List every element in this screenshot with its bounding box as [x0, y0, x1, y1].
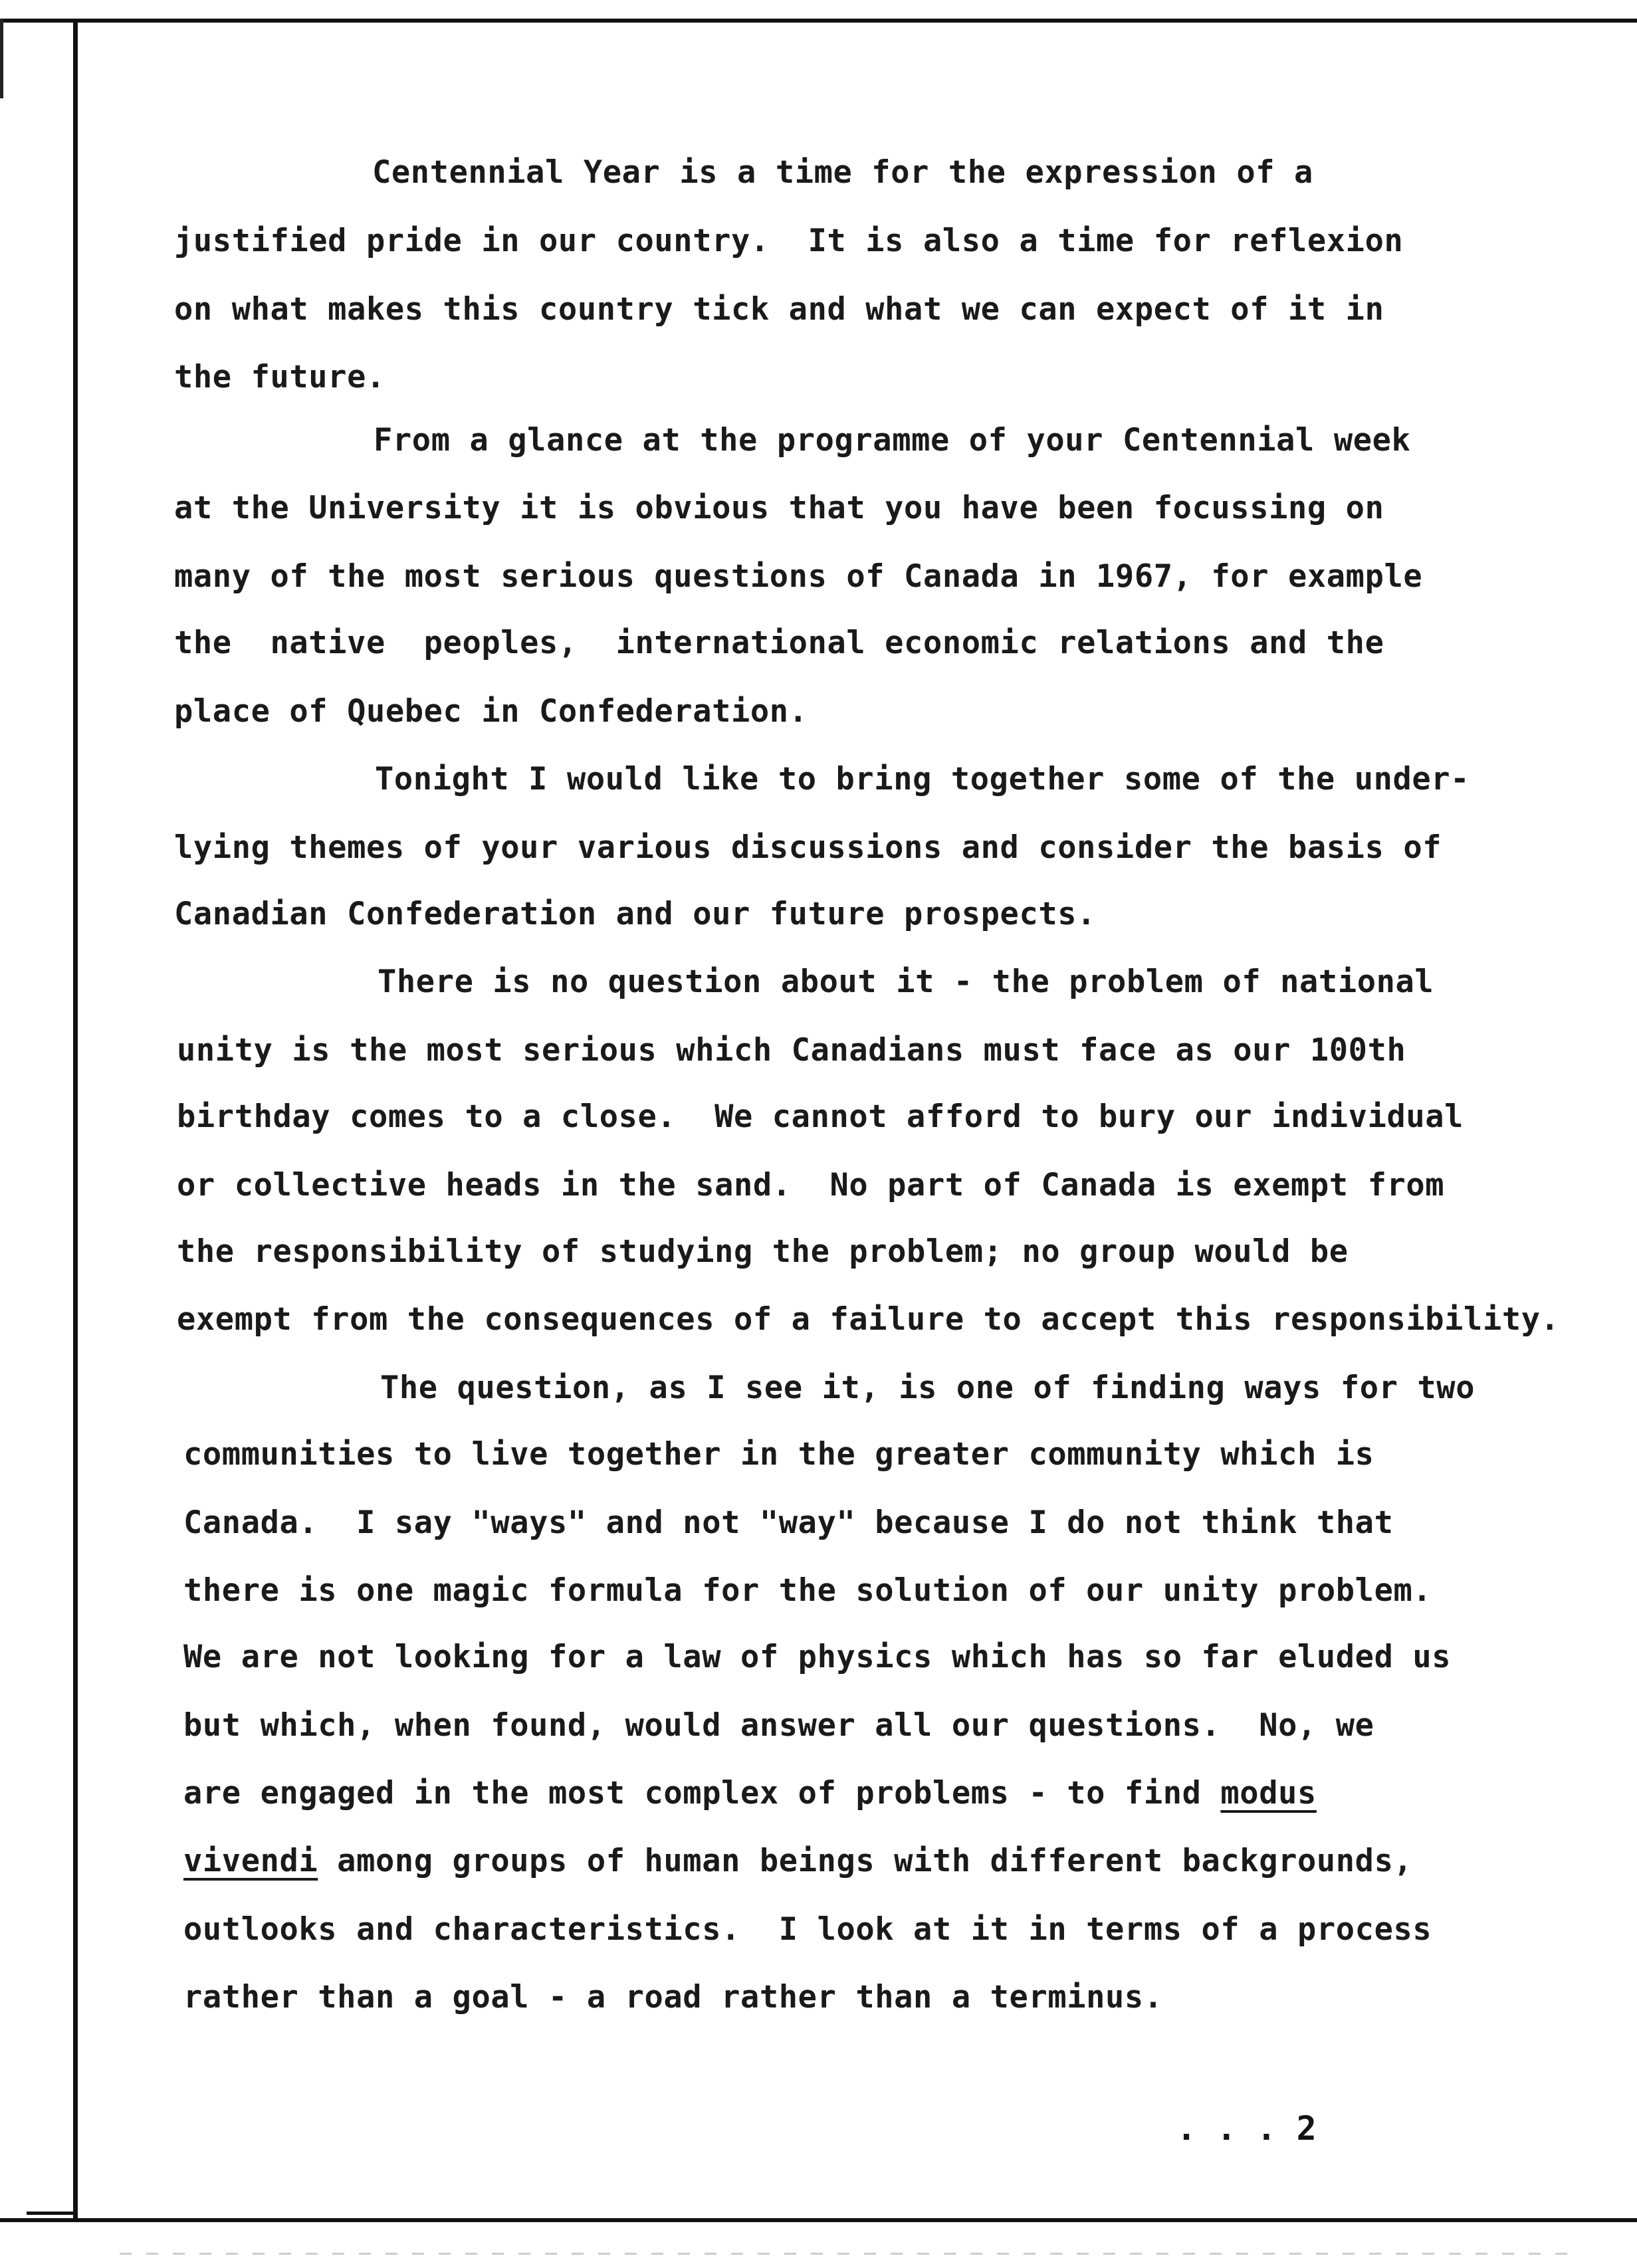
- text-line: From a glance at the programme of your Centennial week: [374, 422, 1411, 459]
- text-line: Canada. I say "ways" and not "way" because I do not think that: [183, 1504, 1394, 1541]
- text-line: many of the most serious questions of Canada in 1967, for example: [174, 558, 1423, 595]
- text-line: communities to live together in the greater community which is: [183, 1436, 1374, 1473]
- text-line: the native peoples, international economic relations and the: [174, 625, 1384, 661]
- text-line: on what makes this country tick and what we can expect of it in: [174, 291, 1384, 328]
- text-line: lying themes of your various discussions and consider the basis of: [174, 829, 1442, 866]
- text-line: We are not looking for a law of physics which has so far eluded us: [183, 1639, 1452, 1675]
- text-line: outlooks and characteristics. I look at it in terms of a process: [183, 1911, 1432, 1948]
- text-line: place of Quebec in Confederation.: [174, 693, 808, 730]
- text-line: rather than a goal - a road rather than a terminus.: [183, 1979, 1163, 2015]
- text-line: or collective heads in the sand. No part of Canada is exempt from: [177, 1167, 1445, 1203]
- text-line: There is no question about it - the problem of national: [378, 964, 1434, 1000]
- text-line: Centennial Year is a time for the expression of a: [372, 154, 1313, 191]
- text-line: Tonight I would like to bring together some of the under-: [375, 761, 1470, 797]
- text-line: the future.: [174, 359, 385, 395]
- text-run: are engaged in the most complex of problems - to find: [183, 1775, 1221, 1811]
- text-line: [183, 1775, 1317, 1812]
- text-line: there is one magic formula for the solution of our unity problem.: [183, 1572, 1432, 1609]
- text-line: but which, when found, would answer all our questions. No, we: [183, 1707, 1374, 1744]
- text-line: Canadian Confederation and our future prospects.: [174, 896, 1097, 932]
- text-run: among groups of human beings with different backgrounds,: [318, 1843, 1413, 1879]
- underlined-phrase: vivendi: [183, 1843, 318, 1879]
- continuation-page-marker: . . . 2: [1176, 2109, 1317, 2148]
- text-line: unity is the most serious which Canadians must face as our 100th: [177, 1032, 1406, 1069]
- text-line: exempt from the consequences of a failure to accept this responsibility.: [177, 1301, 1560, 1338]
- text-line: at the University it is obvious that you have been focussing on: [174, 490, 1384, 526]
- text-line: birthday comes to a close. We cannot afford to bury our individual: [177, 1098, 1464, 1135]
- underlined-phrase: modus: [1220, 1775, 1317, 1811]
- text-line: The question, as I see it, is one of finding ways for two: [380, 1370, 1475, 1406]
- text-line: [183, 1843, 1412, 1880]
- text-line: justified pride in our country. It is also a time for reflexion: [174, 223, 1404, 259]
- text-line: the responsibility of studying the problem; no group would be: [177, 1233, 1349, 1270]
